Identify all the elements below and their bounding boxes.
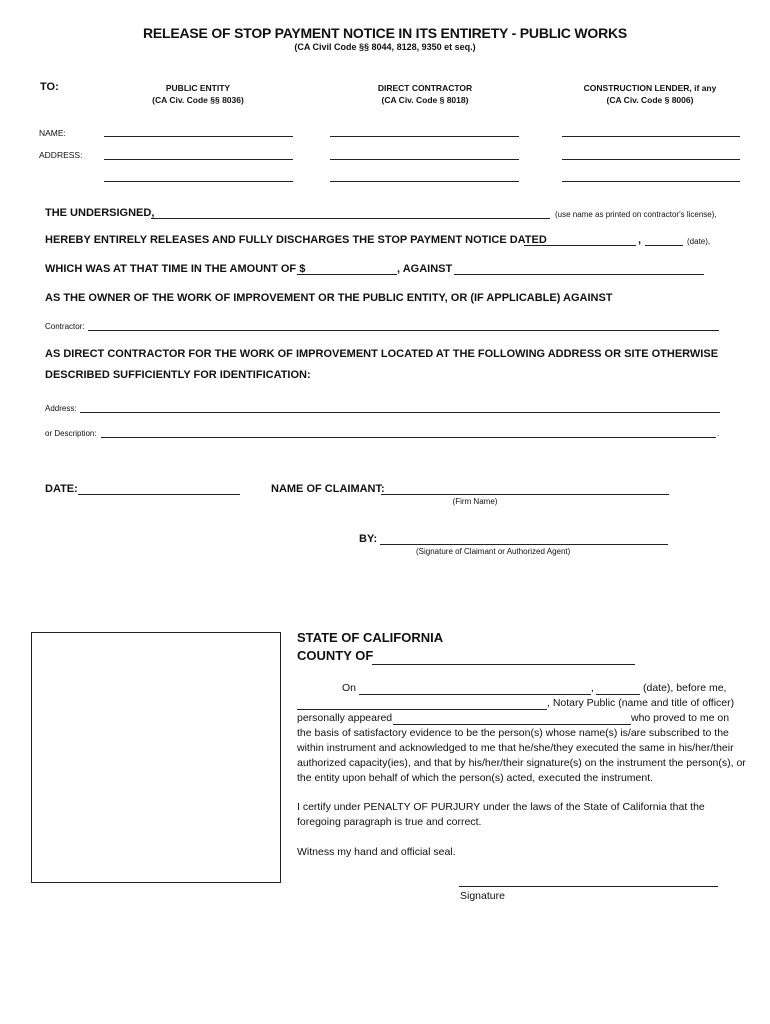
description-end: . (717, 429, 720, 438)
direct-contractor-text: AS DIRECT CONTRACTOR FOR THE WORK OF IMPROVEMENT LOCATED AT THE FOLLOWING ADDRESS OR SITE OTHERWISE (45, 348, 719, 360)
form-line (80, 412, 720, 413)
form-line (454, 274, 704, 275)
perjury-line-1: I certify under PENALTY OF PURJURY under the laws of the State of California that the (297, 801, 705, 813)
undersigned-name-field[interactable] (151, 201, 550, 219)
witness-text: Witness my hand and official seal. (297, 846, 456, 858)
lender-address-field[interactable] (562, 141, 740, 159)
column-code: (CA Civ. Code § 8006) (606, 95, 694, 105)
claimant-name-field[interactable] (381, 477, 669, 495)
description-label: or Description: (45, 429, 97, 438)
notary-line-4: the entity upon behalf of which the person(s) acted, executed the instrument. (297, 772, 654, 784)
form-line (104, 181, 293, 182)
site-address-label: Address: (45, 404, 77, 413)
form-line (524, 245, 636, 246)
form-line (372, 664, 635, 665)
notary-seal-box (31, 632, 281, 883)
description-field[interactable] (101, 420, 716, 438)
form-line (380, 544, 668, 545)
against-text: , AGAINST (397, 263, 453, 275)
form-line (104, 136, 293, 137)
public-entity-name-field[interactable] (104, 118, 293, 136)
date-field[interactable] (78, 477, 240, 495)
undersigned-label: THE UNDERSIGNED, (45, 207, 155, 219)
identification-text: DESCRIBED SUFFICIENTLY FOR IDENTIFICATION: (45, 369, 311, 381)
to-label: TO: (40, 81, 59, 93)
contractor-address-field[interactable] (330, 141, 519, 159)
contractor-label: Contractor: (45, 322, 85, 331)
comma: , (638, 234, 642, 246)
firm-note: (Firm Name) (452, 497, 498, 506)
notary-signature-field[interactable] (459, 868, 718, 886)
form-line (562, 181, 740, 182)
column-name: PUBLIC ENTITY (165, 83, 231, 93)
address-label: ADDRESS: (39, 150, 83, 160)
by-label: BY: (359, 533, 378, 545)
amount-text: WHICH WAS AT THAT TIME IN THE AMOUNT OF $ (45, 263, 306, 275)
lender-name-field[interactable] (562, 118, 740, 136)
date-label: DATE: (45, 483, 78, 495)
column-construction-lender (550, 82, 750, 106)
county-label: COUNTY OF (297, 648, 374, 663)
name-label: NAME: (39, 128, 66, 138)
form-line (381, 494, 669, 495)
notice-date-field[interactable] (524, 228, 636, 246)
notary-line-3: authorized capacity(ies), and that by his/her/their signature(s) on the instrument the person(s), or (297, 757, 746, 769)
state-heading: STATE OF CALIFORNIA (297, 630, 444, 645)
amount-field[interactable] (297, 257, 397, 275)
who-proved: who proved to me on (631, 712, 730, 724)
form-line (459, 886, 718, 887)
notary-line-2: within instrument and acknowledged to me that he/she/they executed the same in his/her/their (297, 742, 734, 754)
site-address-field[interactable] (80, 395, 720, 413)
form-line (330, 181, 519, 182)
claimant-signature-field[interactable] (380, 527, 668, 545)
personally-appeared: personally appeared (297, 712, 393, 724)
claimant-label: NAME OF CLAIMANT: (271, 483, 385, 495)
column-public-entity (98, 82, 298, 106)
contractor-address2-field[interactable] (330, 163, 519, 181)
form-line (393, 724, 631, 725)
signature-note: (Signature of Claimant or Authorized Agent) (416, 547, 571, 556)
form-line (297, 274, 397, 275)
form-line (330, 159, 519, 160)
column-code: (CA Civ. Code § 8018) (381, 95, 469, 105)
form-line (101, 437, 716, 438)
form-line (330, 136, 519, 137)
owner-text: AS THE OWNER OF THE WORK OF IMPROVEMENT OR THE PUBLIC ENTITY, OR (IF APPLICABLE) AGAINST (45, 292, 613, 304)
page-subtitle: (CA Civil Code §§ 8044, 8128, 9350 et seq.) (294, 42, 476, 52)
license-note: (use name as printed on contractor's license), (555, 210, 717, 219)
column-name: CONSTRUCTION LENDER, if any (583, 83, 717, 93)
perjury-line-2: foregoing paragraph is true and correct. (297, 816, 482, 828)
form-line (645, 245, 683, 246)
form-line (596, 694, 640, 695)
notary-line-1: the basis of satisfactory evidence to be the person(s) whose name(s) is/are subscribed to the (297, 727, 729, 739)
form-line (562, 159, 740, 160)
notary-public-text: , Notary Public (name and title of officer) (547, 697, 735, 709)
column-code: (CA Civ. Code §§ 8036) (152, 95, 244, 105)
notary-comma: , (591, 682, 594, 694)
against-field[interactable] (454, 257, 704, 275)
contractor-name-field[interactable] (330, 118, 519, 136)
date-note: (date), (687, 237, 711, 246)
form-line (88, 330, 719, 331)
notary-date-before: (date), before me, (643, 682, 727, 694)
notice-year-field[interactable] (645, 228, 683, 246)
public-entity-address-field[interactable] (104, 141, 293, 159)
form-line (104, 159, 293, 160)
public-entity-address2-field[interactable] (104, 163, 293, 181)
notary-on: On (342, 682, 357, 694)
form-line (151, 218, 550, 219)
page-title: RELEASE OF STOP PAYMENT NOTICE IN ITS ENTIRETY - PUBLIC WORKS (142, 25, 628, 41)
column-name: DIRECT CONTRACTOR (377, 83, 473, 93)
form-line (562, 136, 740, 137)
releases-text: HEREBY ENTIRELY RELEASES AND FULLY DISCHARGES THE STOP PAYMENT NOTICE DATED (45, 234, 547, 246)
county-field[interactable] (372, 646, 635, 664)
column-direct-contractor (325, 82, 525, 106)
lender-address2-field[interactable] (562, 163, 740, 181)
signature-label: Signature (460, 890, 505, 902)
form-line (78, 494, 240, 495)
contractor-field[interactable] (88, 313, 719, 331)
